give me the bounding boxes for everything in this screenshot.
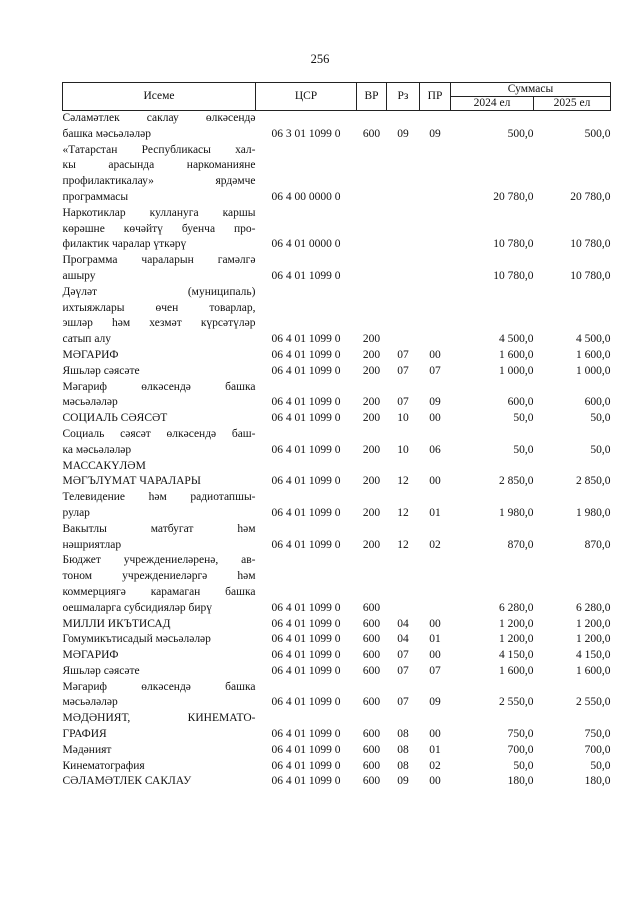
row-rz: 07 — [397, 348, 409, 361]
row-name-line: «Татарстан Республикасы хал- — [62, 143, 256, 156]
row-rz: 08 — [397, 743, 409, 756]
row-sum-2024: 10 780,0 — [493, 269, 534, 282]
row-name-line: нәшриятлар — [62, 538, 122, 551]
row-vr: 200 — [362, 412, 381, 425]
table-row — [63, 522, 611, 554]
row-name — [63, 632, 256, 648]
row-sum-2024: 870,0 — [507, 538, 534, 551]
row-name — [63, 617, 256, 633]
row-name-line: сатып алу — [62, 333, 112, 346]
row-pr: 02 — [429, 538, 441, 551]
row-name-line: Яшьләр сәясәте — [62, 664, 140, 677]
table-row — [63, 759, 611, 775]
row-vr: 200 — [362, 506, 381, 519]
table-row — [63, 348, 611, 364]
row-name-line: филактик чаралар үткәрү — [62, 238, 187, 251]
row-sum-2024: 700,0 — [507, 743, 534, 756]
row-csr: 06 4 01 1099 0 — [271, 759, 341, 772]
table-row — [63, 648, 611, 664]
table-header — [63, 83, 611, 111]
row-name — [63, 711, 256, 743]
row-name — [63, 206, 256, 253]
row-csr: 06 3 01 1099 0 — [271, 127, 341, 140]
row-name — [63, 285, 256, 348]
row-rz: 07 — [397, 396, 409, 409]
table-row — [63, 490, 611, 522]
row-pr: 00 — [429, 348, 441, 361]
row-name — [63, 111, 256, 143]
row-name-line: Социаль сәясәт өлкәсендә баш- — [62, 427, 256, 440]
table-row — [63, 664, 611, 680]
row-name-line: МӘГЪЛҮМАТ ЧАРАЛАРЫ — [62, 475, 201, 488]
header-vr: ВР — [357, 83, 387, 111]
row-csr: 06 4 01 0000 0 — [271, 238, 341, 251]
table-row — [63, 427, 611, 459]
row-sum-2025: 10 780,0 — [570, 238, 611, 251]
row-name — [63, 490, 256, 522]
row-name-line: Дәүләт (муниципаль) — [62, 285, 256, 298]
row-vr: 600 — [362, 127, 381, 140]
row-rz: 04 — [397, 617, 409, 630]
table-row — [63, 143, 611, 206]
row-sum-2024: 600,0 — [507, 396, 534, 409]
row-vr: 600 — [362, 696, 381, 709]
row-vr: 200 — [362, 396, 381, 409]
table-row — [63, 553, 611, 616]
row-vr: 200 — [362, 443, 381, 456]
row-sum-2024: 4 500,0 — [499, 333, 534, 346]
row-pr: 00 — [429, 649, 441, 662]
row-csr: 06 4 01 1099 0 — [271, 649, 341, 662]
row-sum-2025: 4 500,0 — [576, 333, 611, 346]
row-name-line: Яшьләр сәясәте — [62, 364, 140, 377]
header-csr: ЦСР — [256, 83, 357, 111]
row-rz — [387, 206, 420, 253]
row-vr: 600 — [362, 664, 381, 677]
table-row — [63, 380, 611, 412]
row-csr: 06 4 01 1099 0 — [271, 348, 341, 361]
row-name — [63, 253, 256, 285]
row-sum-2025: 1 200,0 — [576, 633, 611, 646]
header-rz: Рз — [387, 83, 420, 111]
header-2025: 2025 ел — [534, 97, 611, 111]
row-csr: 06 4 01 1099 0 — [271, 633, 341, 646]
row-rz: 12 — [397, 538, 409, 551]
row-pr: 09 — [429, 396, 441, 409]
row-csr: 06 4 01 1099 0 — [271, 364, 341, 377]
row-rz: 09 — [397, 127, 409, 140]
row-sum-2024: 1 980,0 — [499, 506, 534, 519]
row-rz — [387, 253, 420, 285]
row-sum-2025: 870,0 — [584, 538, 611, 551]
row-rz — [387, 553, 420, 616]
row-vr: 600 — [362, 728, 381, 741]
row-sum-2025: 1 600,0 — [576, 348, 611, 361]
row-vr — [357, 143, 387, 206]
row-name-line: Гомумикътисадый мәсьәләләр — [62, 633, 211, 646]
row-pr: 07 — [429, 364, 441, 377]
row-sum-2024: 750,0 — [507, 728, 534, 741]
row-sum-2024: 2 550,0 — [499, 696, 534, 709]
row-rz: 08 — [397, 759, 409, 772]
row-name — [63, 427, 256, 459]
row-sum-2024: 20 780,0 — [493, 190, 534, 203]
row-pr: 00 — [429, 475, 441, 488]
row-csr: 06 4 01 1099 0 — [271, 617, 341, 630]
row-rz — [387, 285, 420, 348]
row-name-line: эшләр һәм хезмәт күрсәтүләр — [62, 317, 256, 330]
row-name-line: тоном учреждениеләргә һәм — [62, 570, 256, 583]
row-csr: 06 4 01 1099 0 — [271, 396, 341, 409]
row-sum-2025: 1 200,0 — [576, 617, 611, 630]
row-sum-2024: 4 150,0 — [499, 649, 534, 662]
table-row — [63, 411, 611, 427]
row-sum-2025: 180,0 — [584, 775, 611, 788]
row-name-line: МӘГАРИФ — [62, 649, 119, 662]
row-vr: 600 — [362, 775, 381, 788]
row-rz: 09 — [397, 775, 409, 788]
row-pr: 06 — [429, 443, 441, 456]
table-row — [63, 617, 611, 633]
row-name — [63, 553, 256, 616]
row-sum-2024: 500,0 — [507, 127, 534, 140]
row-sum-2025: 50,0 — [590, 759, 611, 772]
row-pr — [420, 143, 451, 206]
row-vr — [357, 206, 387, 253]
table-row — [63, 680, 611, 712]
header-pr: ПР — [420, 83, 451, 111]
row-pr: 00 — [429, 775, 441, 788]
row-sum-2024: 6 280,0 — [499, 601, 534, 614]
row-name-line: башка мәсьәләләр — [62, 127, 151, 140]
row-name-line: МӘГАРИФ — [62, 348, 119, 361]
row-name-line: ашыру — [62, 269, 96, 282]
row-pr: 01 — [429, 506, 441, 519]
table-row — [63, 364, 611, 380]
row-pr — [420, 285, 451, 348]
row-vr: 200 — [362, 348, 381, 361]
row-name-line: көрәшне көчәйтү буенча про- — [62, 222, 256, 235]
row-rz: 08 — [397, 728, 409, 741]
row-name — [63, 380, 256, 412]
row-sum-2025: 4 150,0 — [576, 649, 611, 662]
row-sum-2024: 50,0 — [513, 412, 534, 425]
table-row — [63, 774, 611, 790]
row-name — [63, 522, 256, 554]
row-vr: 600 — [362, 759, 381, 772]
row-sum-2025: 1 980,0 — [576, 506, 611, 519]
row-csr: 06 4 01 1099 0 — [271, 664, 341, 677]
row-name — [63, 459, 256, 491]
table-row — [63, 206, 611, 253]
row-rz: 04 — [397, 633, 409, 646]
table-row — [63, 459, 611, 491]
row-sum-2025: 50,0 — [590, 443, 611, 456]
row-pr: 07 — [429, 664, 441, 677]
row-csr: 06 4 01 1099 0 — [271, 601, 341, 614]
row-name-line: Программа чараларын гамәлгә — [62, 254, 256, 267]
row-sum-2024: 180,0 — [507, 775, 534, 788]
row-sum-2024: 1 600,0 — [499, 348, 534, 361]
header-name: Исеме — [63, 83, 256, 111]
table-row — [63, 632, 611, 648]
row-pr: 01 — [429, 743, 441, 756]
row-csr: 06 4 01 1099 0 — [271, 443, 341, 456]
table-row — [63, 111, 611, 143]
row-name — [63, 648, 256, 664]
row-vr: 200 — [362, 364, 381, 377]
row-name — [63, 774, 256, 790]
table-row — [63, 253, 611, 285]
header-sums: Суммасы — [451, 83, 611, 97]
row-vr: 600 — [362, 633, 381, 646]
row-name-line: мәсьәләләр — [62, 696, 118, 709]
row-vr: 600 — [362, 743, 381, 756]
row-rz: 10 — [397, 443, 409, 456]
row-vr — [357, 253, 387, 285]
row-sum-2024: 1 200,0 — [499, 633, 534, 646]
row-name — [63, 680, 256, 712]
row-name-line: коммерциягә карамаган башка — [62, 585, 256, 598]
row-name-line: Наркотиклар куллануга каршы — [62, 206, 256, 219]
row-name-line: МӘДӘНИЯТ, КИНЕМАТО- — [62, 712, 256, 725]
row-sum-2024: 10 780,0 — [493, 238, 534, 251]
budget-table — [62, 82, 611, 790]
row-rz: 10 — [397, 412, 409, 425]
row-csr: 06 4 00 0000 0 — [271, 190, 341, 203]
row-sum-2024: 50,0 — [513, 759, 534, 772]
row-sum-2024: 1 600,0 — [499, 664, 534, 677]
row-pr: 00 — [429, 617, 441, 630]
row-sum-2024: 1 000,0 — [499, 364, 534, 377]
row-name-line: Сәламәтлек саклау өлкәсендә — [62, 112, 256, 124]
row-rz — [387, 143, 420, 206]
row-csr: 06 4 01 1099 0 — [271, 412, 341, 425]
row-name-line: Кинематография — [62, 759, 145, 772]
row-pr: 02 — [429, 759, 441, 772]
header-2024: 2024 ел — [451, 97, 534, 111]
row-csr: 06 4 01 1099 0 — [271, 506, 341, 519]
row-sum-2025: 750,0 — [584, 728, 611, 741]
row-name-line: СОЦИАЛЬ СӘЯСӘТ — [62, 412, 168, 425]
row-csr: 06 4 01 1099 0 — [271, 538, 341, 551]
row-vr: 600 — [362, 601, 381, 614]
row-name-line: Мәдәният — [62, 743, 112, 756]
row-name — [63, 143, 256, 206]
row-pr: 09 — [429, 696, 441, 709]
row-sum-2025: 1 600,0 — [576, 664, 611, 677]
row-sum-2025: 2 550,0 — [576, 696, 611, 709]
row-sum-2025: 700,0 — [584, 743, 611, 756]
row-rz: 07 — [397, 364, 409, 377]
row-sum-2025: 500,0 — [584, 127, 611, 140]
row-sum-2025: 6 280,0 — [576, 601, 611, 614]
row-csr: 06 4 01 1099 0 — [271, 333, 341, 346]
row-rz: 07 — [397, 649, 409, 662]
row-sum-2024: 2 850,0 — [499, 475, 534, 488]
row-rz: 12 — [397, 506, 409, 519]
row-pr: 01 — [429, 633, 441, 646]
row-name — [63, 759, 256, 775]
row-name-line: МАССАКҮЛӘМ — [62, 459, 146, 472]
row-name-line: рулар — [62, 506, 90, 519]
row-csr: 06 4 01 1099 0 — [271, 475, 341, 488]
row-name-line: Телевидение һәм радиотапшы- — [62, 491, 256, 504]
table-body — [63, 111, 611, 791]
row-name-line: оешмаларга субсидияләр бирү — [62, 601, 212, 614]
row-name — [63, 743, 256, 759]
row-vr: 200 — [362, 538, 381, 551]
row-vr: 200 — [362, 475, 381, 488]
row-vr: 600 — [362, 649, 381, 662]
row-name-line: Мәгариф өлкәсендә башка — [62, 680, 256, 693]
row-rz: 07 — [397, 664, 409, 677]
row-csr: 06 4 01 1099 0 — [271, 775, 341, 788]
table-row — [63, 285, 611, 348]
row-name-line: Бюджет учреждениеләренә, ав- — [62, 554, 256, 567]
row-sum-2025: 50,0 — [590, 412, 611, 425]
row-name — [63, 348, 256, 364]
row-pr: 00 — [429, 412, 441, 425]
row-name-line: мәсьәләләр — [62, 396, 118, 409]
row-name-line: Вакытлы матбугат һәм — [62, 522, 256, 535]
table-row — [63, 743, 611, 759]
row-name-line: МИЛЛИ ИКЪТИСАД — [62, 617, 171, 630]
row-name-line: профилактикалау» ярдәмче — [62, 175, 256, 188]
row-pr: 09 — [429, 127, 441, 140]
row-rz: 12 — [397, 475, 409, 488]
row-name-line: Мәгариф өлкәсендә башка — [62, 380, 256, 393]
row-name-line: ка мәсьәләләр — [62, 443, 132, 456]
row-name-line: программасы — [62, 190, 129, 203]
table-row — [63, 711, 611, 743]
row-sum-2024: 1 200,0 — [499, 617, 534, 630]
row-name — [63, 364, 256, 380]
row-csr: 06 4 01 1099 0 — [271, 696, 341, 709]
row-sum-2025: 20 780,0 — [570, 190, 611, 203]
row-name-line: кы арасында наркоманияне — [62, 159, 256, 172]
row-pr — [420, 253, 451, 285]
row-vr: 600 — [362, 617, 381, 630]
row-sum-2025: 2 850,0 — [576, 475, 611, 488]
row-name — [63, 664, 256, 680]
row-name-line: СӘЛАМӘТЛЕК САКЛАУ — [62, 775, 192, 788]
row-name-line: ихтыяжлары өчен товарлар, — [62, 301, 256, 314]
row-rz: 07 — [397, 696, 409, 709]
row-csr: 06 4 01 1099 0 — [271, 269, 341, 282]
row-csr: 06 4 01 1099 0 — [271, 743, 341, 756]
row-sum-2025: 600,0 — [584, 396, 611, 409]
row-pr: 00 — [429, 728, 441, 741]
page-number: 256 — [310, 52, 330, 66]
row-vr: 200 — [362, 333, 381, 346]
row-sum-2024: 50,0 — [513, 443, 534, 456]
row-sum-2025: 10 780,0 — [570, 269, 611, 282]
row-pr — [420, 553, 451, 616]
row-sum-2025: 1 000,0 — [576, 364, 611, 377]
row-pr — [420, 206, 451, 253]
row-csr: 06 4 01 1099 0 — [271, 728, 341, 741]
row-name — [63, 411, 256, 427]
row-name-line: ГРАФИЯ — [62, 728, 107, 741]
